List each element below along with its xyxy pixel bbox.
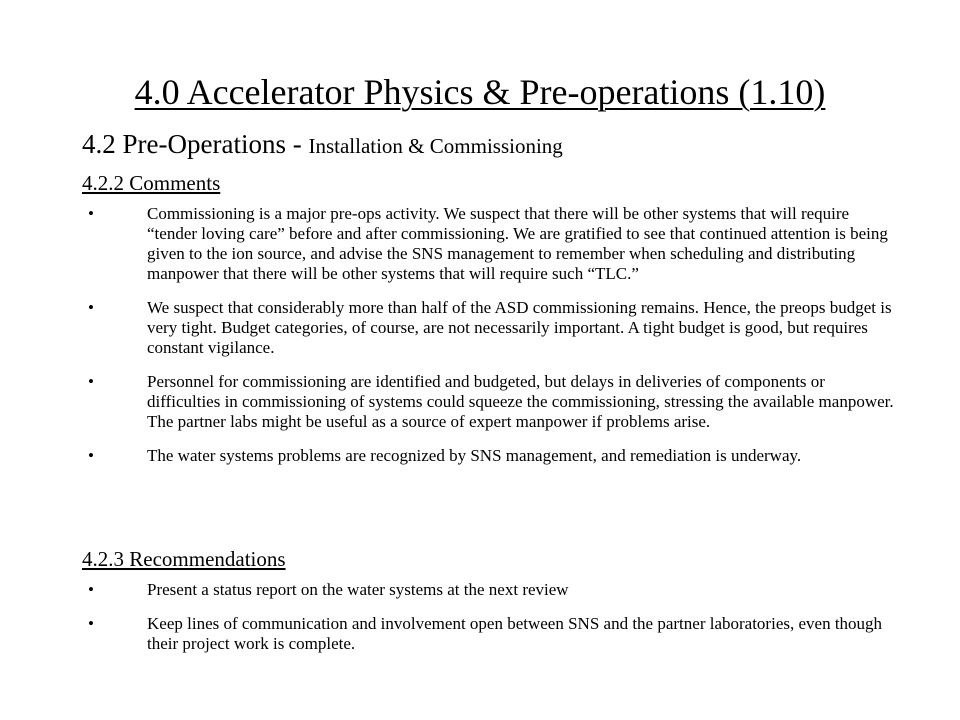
recommendation-item: [82, 614, 902, 654]
comments-heading: 4.2.2 Comments: [82, 171, 221, 195]
comment-text: Commissioning is a major pre-ops activity. We suspect that there will be other systems that will require “tender loving care” before and after commissioning. We are gratified to see that continued attention is being given to the ion source, and advise the SNS management to remember when scheduling and distributing manpower that there will be other systems that will require such “TLC.”: [147, 204, 888, 283]
recommendation-item: [82, 580, 902, 600]
recommendations-heading: 4.2.3 Recommendations: [82, 547, 286, 571]
comment-text: The water systems problems are recognized by SNS management, and remediation is underway.: [147, 446, 802, 465]
comments-list: [82, 204, 902, 480]
slide-title: 4.0 Accelerator Physics & Pre-operations (1.10): [134, 72, 826, 112]
recommendation-text: Keep lines of communication and involvement open between SNS and the partner laboratories, even though their project work is complete.: [147, 614, 883, 653]
bullet: •: [88, 580, 94, 599]
slide-subtitle: [82, 127, 563, 163]
subtitle-main: 4.2 Pre-Operations -: [82, 129, 309, 159]
comment-item: [82, 372, 902, 432]
bullet: •: [88, 372, 94, 391]
comment-item: [82, 298, 902, 358]
comment-item: [82, 204, 902, 284]
recommendation-text: Present a status report on the water systems at the next review: [147, 580, 569, 599]
bullet: •: [88, 298, 94, 317]
bullet: •: [88, 204, 94, 223]
comment-text: We suspect that considerably more than half of the ASD commissioning remains. Hence, the preops budget is very tight. Budget categories, of course, are not necessarily important. A tight budget is good, but requires constant vigilance.: [147, 298, 892, 357]
comment-item: [82, 446, 902, 466]
subtitle-small: Installation & Commissioning: [308, 134, 563, 158]
bullet: •: [88, 446, 94, 465]
bullet: •: [88, 614, 94, 633]
recommendations-list: [82, 580, 902, 668]
comment-text: Personnel for commissioning are identified and budgeted, but delays in deliveries of components or difficulties in commissioning of systems could squeeze the commissioning, stressing the available manpower. The partner labs might be useful as a source of expert manpower if problems arise.: [147, 372, 894, 431]
